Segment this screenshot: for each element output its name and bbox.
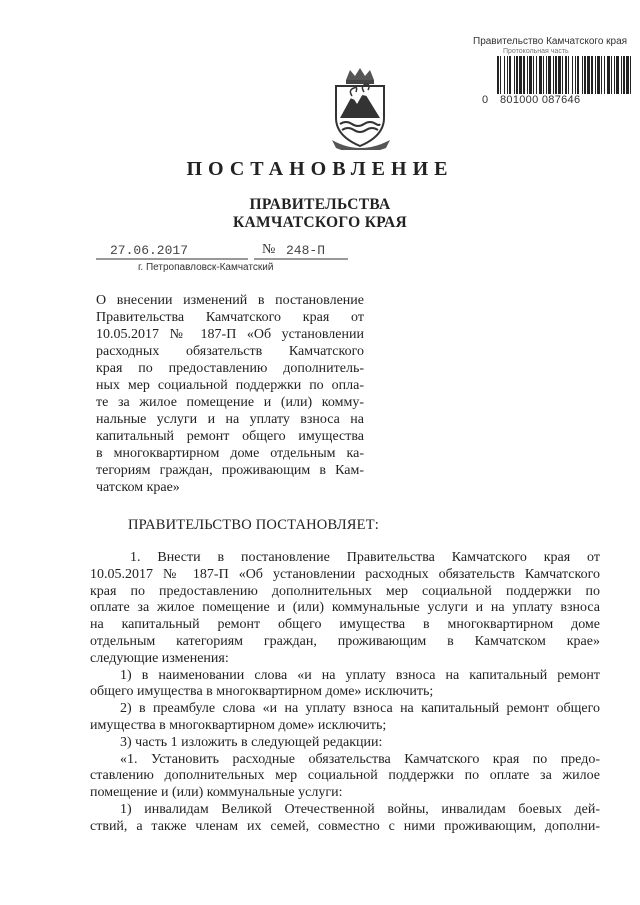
document-number: 248-П	[286, 243, 326, 258]
registration-stamp-subtitle: Протокольная часть	[503, 48, 569, 55]
barcode-bar	[623, 56, 625, 94]
number-sign: №	[262, 242, 276, 257]
barcode-bar	[630, 56, 631, 94]
barcode-bar	[591, 56, 593, 94]
body-line: 1) в наименовании слова «и на уплату взноса на капитальный ремонт	[120, 667, 600, 683]
body-line: общего имущества в многоквартирном доме» исключить;	[90, 684, 434, 700]
barcode-bar	[565, 56, 567, 94]
barcode-bar	[509, 56, 511, 94]
subject-line: те за жилое помещение и (или) комму-	[96, 395, 364, 410]
barcode-bar	[539, 56, 542, 94]
issuer-line-2: КАМЧАТСКОГО КРАЯ	[232, 214, 408, 231]
barcode-bar	[611, 56, 612, 94]
barcode	[497, 56, 631, 94]
body-line: ставлению дополнительных мер социальной поддержки по оплате за жилое	[90, 768, 600, 784]
barcode-bar	[575, 56, 576, 94]
barcode-bar	[536, 56, 537, 94]
body-line: на капитальный ремонт общего имущества в многоквартирном доме	[90, 617, 600, 633]
body-line: 1) инвалидам Великой Отечественной войны, инвалидам боевых дей-	[120, 801, 600, 817]
body-line: помещение и (или) коммунальные услуги:	[90, 785, 343, 801]
subject-line: Правительства Камчатского края от	[96, 310, 364, 325]
barcode-bar	[529, 56, 532, 94]
document-body	[90, 550, 600, 836]
document-title: ПОСТАНОВЛЕНИЕ	[186, 158, 454, 180]
barcode-bar	[584, 56, 586, 94]
body-line: отдельным категориям граждан, проживающим в Камчатском крае»	[90, 633, 600, 649]
body-line: края по предоставлению дополнительных мер социальной поддержки по	[90, 583, 600, 599]
barcode-bar	[587, 56, 590, 94]
issuer-line-1: ПРАВИТЕЛЬСТВА	[249, 196, 391, 213]
barcode-bar	[577, 56, 579, 94]
barcode-bar	[582, 56, 583, 94]
barcode-bar	[601, 56, 602, 94]
barcode-bar	[626, 56, 629, 94]
body-line: оплате за жилое помещение и (или) коммунальные услуги и на уплату взноса	[90, 600, 600, 616]
body-line: 2) в преамбуле слова «и на уплату взноса на капитальный ремонт общего	[120, 701, 600, 717]
barcode-leading-digit: 0	[482, 94, 489, 106]
body-line: 3) часть 1 изложить в следующей редакции:	[120, 734, 383, 750]
subject-line: края по предоставлению дополнитель-	[96, 361, 364, 376]
city-name: г. Петропавловск-Камчатский	[138, 262, 274, 273]
barcode-bar	[614, 56, 615, 94]
barcode-number: 801000 087646	[500, 94, 581, 106]
barcode-bar	[504, 56, 505, 94]
body-line: 10.05.2017 № 187-П «Об установлении расходных обязательств Камчатского	[90, 566, 600, 582]
barcode-bar	[595, 56, 596, 94]
body-line: имущества в многоквартирном доме» исключить;	[90, 717, 387, 733]
document-date: 27.06.2017	[110, 243, 189, 258]
decree-heading: ПРАВИТЕЛЬСТВО ПОСТАНОВЛЯЕТ:	[128, 517, 380, 533]
barcode-bar	[597, 56, 600, 94]
subject-line: тегориям граждан, проживающим в Кам-	[96, 463, 364, 478]
subject-line: ных мер социальной поддержки по опла-	[96, 378, 364, 393]
barcode-bar	[519, 56, 522, 94]
barcode-bar	[514, 56, 515, 94]
barcode-bar	[543, 56, 544, 94]
document-subject	[96, 292, 364, 496]
barcode-bar	[546, 56, 547, 94]
coat-of-arms-emblem	[324, 66, 396, 150]
barcode-bar	[553, 56, 554, 94]
barcode-bar	[507, 56, 508, 94]
barcode-bar	[533, 56, 534, 94]
barcode-bar	[568, 56, 569, 94]
barcode-bar	[497, 56, 499, 94]
barcode-bar	[621, 56, 622, 94]
barcode-bar	[616, 56, 619, 94]
registration-stamp-title: Правительство Камчатского края	[473, 36, 628, 47]
subject-line: расходных обязательств Камчатского	[96, 344, 364, 359]
body-line: ствий, а также членам их семей, совместно с ними проживающим, дополни-	[90, 818, 600, 834]
barcode-bar	[555, 56, 557, 94]
body-line: следующие изменения:	[90, 650, 229, 666]
body-line: «1. Установить расходные обязательства Камчатского края по предо-	[120, 751, 600, 767]
subject-line: нальные услуги и на уплату взноса на	[96, 412, 364, 427]
subject-line: капитальный ремонт общего имущества	[96, 429, 364, 444]
body-line: 1. Внести в постановление Правительства Камчатского края от	[130, 550, 600, 565]
barcode-bar	[500, 56, 501, 94]
barcode-bar	[516, 56, 518, 94]
subject-line: чатском крае»	[96, 480, 180, 495]
barcode-bar	[527, 56, 528, 94]
subject-line: в многоквартирном доме отдельным ка-	[96, 446, 364, 461]
barcode-bar	[572, 56, 573, 94]
barcode-bar	[607, 56, 610, 94]
subject-line: 10.05.2017 № 187-П «Об установлении	[96, 327, 364, 342]
barcode-bar	[604, 56, 605, 94]
barcode-bar	[562, 56, 563, 94]
barcode-bar	[558, 56, 561, 94]
barcode-bar	[548, 56, 551, 94]
subject-line: О внесении изменений в постановление	[96, 293, 364, 308]
barcode-bar	[523, 56, 525, 94]
